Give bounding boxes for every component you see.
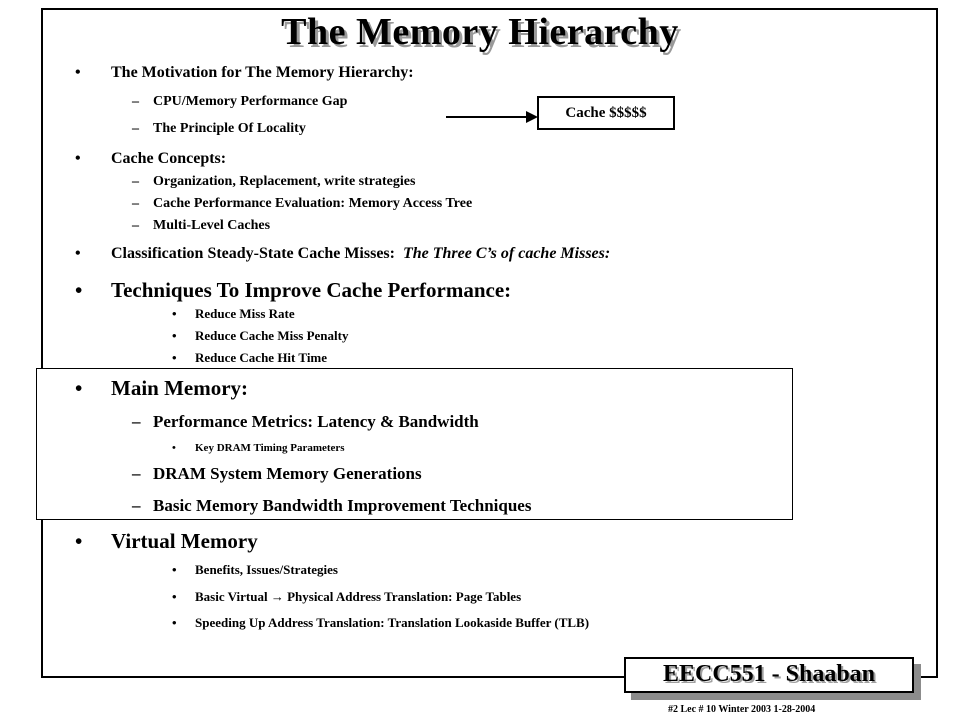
dram-generations-item: DRAM System Memory Generations xyxy=(153,464,422,483)
bullet-icon: • xyxy=(75,150,81,167)
dash-icon: – xyxy=(132,218,139,233)
bullet-icon: • xyxy=(75,278,83,302)
cache-concept-item: Organization, Replacement, write strategies xyxy=(153,174,416,189)
dash-icon: – xyxy=(132,464,141,483)
motivation-heading: The Motivation for The Memory Hierarchy: xyxy=(111,64,414,81)
cache-callout-box: Cache $$$$$ xyxy=(537,96,675,130)
bullet-icon: • xyxy=(172,328,177,343)
dash-icon: – xyxy=(132,94,139,109)
bullet-icon: • xyxy=(172,615,177,630)
technique-item: Reduce Cache Miss Penalty xyxy=(195,328,349,343)
cache-concept-item: Multi-Level Caches xyxy=(153,218,271,233)
dram-timing-item: Key DRAM Timing Parameters xyxy=(195,442,345,454)
motivation-item: CPU/Memory Performance Gap xyxy=(153,94,348,109)
bullet-icon: • xyxy=(172,350,177,365)
dash-icon: – xyxy=(132,496,141,515)
dash-icon: – xyxy=(132,174,139,189)
classification-line xyxy=(111,245,610,263)
bullet-icon: • xyxy=(172,442,176,454)
arrow-right-icon xyxy=(446,110,541,124)
classification-text: Classification Steady-State Cache Misses: xyxy=(111,245,395,262)
bullet-icon: • xyxy=(172,306,177,321)
main-memory-heading: Main Memory: xyxy=(111,376,249,400)
bullet-icon: • xyxy=(75,376,83,400)
bullet-icon: • xyxy=(75,64,81,81)
technique-item: Reduce Miss Rate xyxy=(195,306,295,321)
cache-concepts-heading: Cache Concepts: xyxy=(111,150,227,167)
main-memory-metrics: Performance Metrics: Latency & Bandwidth xyxy=(153,412,479,431)
bullet-icon: • xyxy=(75,529,83,553)
virtual-memory-heading: Virtual Memory xyxy=(111,529,258,553)
virtual-memory-item: Speeding Up Address Translation: Translation Lookaside Buffer (TLB) xyxy=(195,615,590,630)
virtual-memory-item: Benefits, Issues/Strategies xyxy=(195,562,338,577)
technique-item: Reduce Cache Hit Time xyxy=(195,350,328,365)
slide-footer: #2 Lec # 10 Winter 2003 1-28-2004 xyxy=(668,704,816,715)
bullet-icon: • xyxy=(172,589,177,604)
motivation-item: The Principle Of Locality xyxy=(153,121,306,136)
slide-title: The Memory Hierarchy xyxy=(281,11,679,53)
cache-concept-item: Cache Performance Evaluation: Memory Access Tree xyxy=(153,196,473,211)
dash-icon: – xyxy=(132,196,139,211)
bullet-icon: • xyxy=(172,562,177,577)
techniques-heading: Techniques To Improve Cache Performance: xyxy=(111,278,512,302)
virtual-memory-item: Basic Virtual → Physical Address Translation: Page Tables xyxy=(195,589,522,604)
bandwidth-item: Basic Memory Bandwidth Improvement Techniques xyxy=(153,496,532,515)
classification-italic: The Three C’s of cache Misses: xyxy=(402,245,611,262)
dash-icon: – xyxy=(132,412,141,431)
course-logo: EECC551 - Shaaban xyxy=(624,657,914,693)
dash-icon: – xyxy=(132,121,139,136)
bullet-icon: • xyxy=(75,245,81,262)
